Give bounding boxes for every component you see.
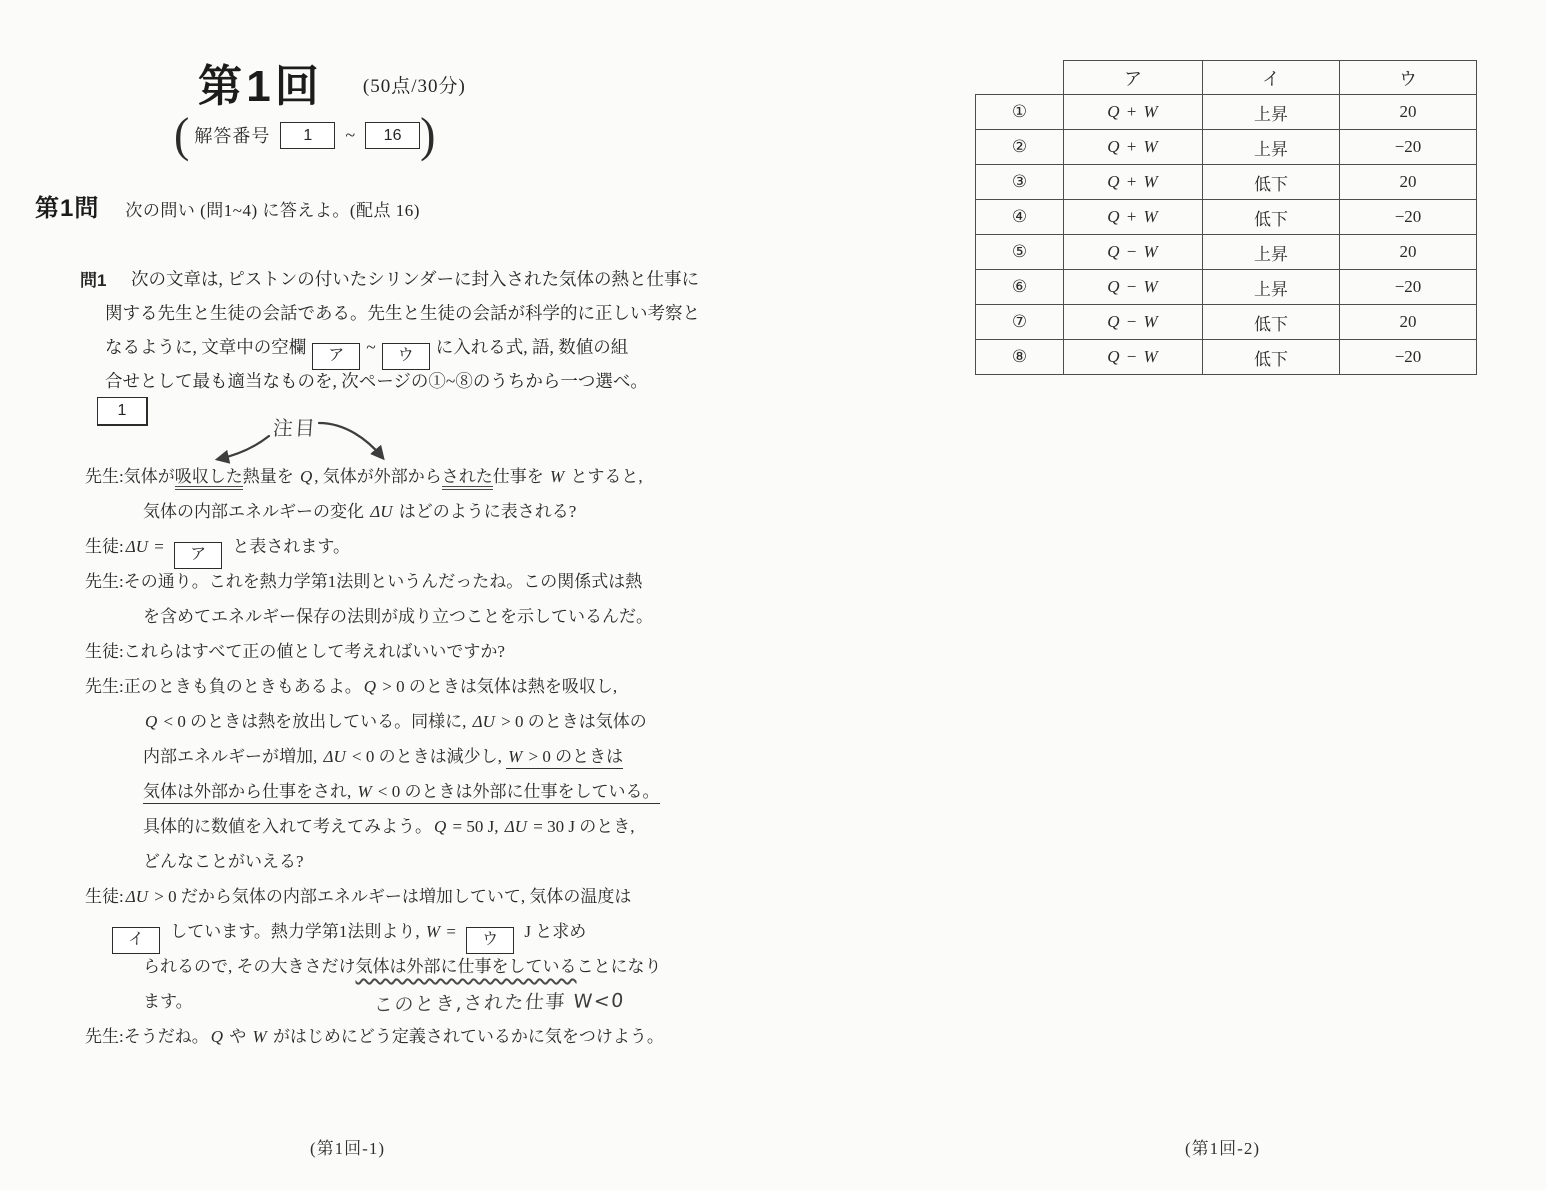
value-cell: 20: [1340, 235, 1477, 270]
text-segment: > 0 のときは気体の: [496, 712, 647, 731]
chumoku-note: 注目: [272, 416, 318, 440]
dialogue-line: [85, 669, 664, 704]
paragraph-line: [105, 364, 745, 398]
option-number: ①: [976, 95, 1064, 130]
blank-box-a: ア: [174, 542, 222, 569]
underline-math-var: W: [506, 747, 524, 769]
section-heading: [35, 188, 420, 223]
text-segment: < 0 のときは減少し,: [347, 747, 507, 766]
dialogue-line: [85, 844, 664, 879]
blank-box-i: イ: [112, 927, 160, 954]
math-var: ΔU: [472, 712, 495, 731]
close-paren: ): [420, 107, 436, 162]
dialogue-line: [85, 1019, 664, 1054]
handwritten-note: このとき,された仕事 W<0: [373, 989, 626, 1017]
dialogue-line: [85, 634, 664, 669]
text-segment: 先生:気体が: [85, 467, 175, 486]
right-arrow-icon: [319, 423, 382, 457]
dialogue-line: [85, 879, 664, 914]
text-segment: 合せとして最も適当なものを, 次ページの①~⑧のうちから一つ選べ。: [105, 371, 648, 391]
text-segment: , 気体が外部から: [314, 467, 442, 486]
text-segment: どんなことがいえる?: [143, 852, 304, 871]
page-title: 第 1 回: [198, 62, 315, 111]
underline-text: > 0 のときは: [524, 747, 623, 769]
text-segment: はどのように表される?: [394, 502, 577, 521]
option-number: ⑤: [976, 235, 1064, 270]
hw-underline-text: された: [442, 467, 493, 490]
formula-cell: Q − W: [1064, 305, 1203, 340]
table-row: [976, 235, 1477, 270]
text-segment: 生徒:: [85, 887, 124, 906]
math-var: Q: [299, 467, 313, 486]
word-cell: 低下: [1203, 200, 1340, 235]
math-var: Q: [210, 1027, 224, 1046]
text-segment: ことになり: [576, 957, 662, 976]
formula-cell: Q − W: [1064, 340, 1203, 375]
option-number: ③: [976, 165, 1064, 200]
paragraph-line: [105, 330, 745, 364]
page-footer-left: (第1回-1): [310, 1139, 385, 1158]
table-corner-cell: [976, 61, 1064, 95]
value-cell: 20: [1340, 95, 1477, 130]
answer-number-label: 解答番号: [194, 126, 271, 146]
table-row: [976, 340, 1477, 375]
option-number: ⑥: [976, 270, 1064, 305]
table-header-i: イ: [1203, 61, 1340, 95]
options-table: [975, 60, 1477, 375]
option-number: ⑦: [976, 305, 1064, 340]
text-segment: > 0 のときは気体は熱を吸収し,: [378, 677, 618, 696]
dialogue-line: [85, 529, 664, 564]
left-arrow-icon: [219, 436, 269, 459]
option-number: ⑧: [976, 340, 1064, 375]
answer-number-to-box: 16: [365, 122, 420, 149]
math-var: W: [425, 922, 441, 941]
text-segment: と表されます。: [228, 537, 350, 556]
dialogue-line: [85, 459, 664, 494]
text-segment: とすると,: [566, 467, 643, 486]
text-segment: なるように, 文章中の空欄: [105, 337, 307, 357]
math-var: W: [252, 1027, 267, 1046]
table-row: [976, 270, 1477, 305]
table-row: [976, 165, 1477, 200]
text-segment: がはじめにどう定義されているかに気をつけよう。: [268, 1027, 664, 1046]
text-segment: や: [225, 1027, 251, 1046]
open-paren: (: [174, 107, 190, 162]
answer-slot-box: 1: [97, 397, 148, 426]
table-header-a: ア: [1064, 61, 1203, 95]
text-segment: = 30 J のとき,: [529, 817, 635, 836]
dialogue-line: [85, 914, 664, 949]
table-row: [976, 130, 1477, 165]
text-segment: 熱量を: [242, 467, 298, 486]
formula-cell: Q − W: [1064, 235, 1203, 270]
text-segment: 仕事を: [492, 467, 549, 486]
text-segment: =: [150, 537, 169, 556]
text-segment: ます。: [143, 992, 193, 1011]
question-paragraph: [105, 262, 745, 398]
page-footer-right: (第1回-2): [1185, 1139, 1260, 1158]
text-segment: 気体の内部エネルギーの変化: [143, 502, 369, 521]
table-header-row: [976, 61, 1477, 95]
table-row: [976, 200, 1477, 235]
value-cell: 20: [1340, 165, 1477, 200]
math-var: ΔU: [504, 817, 527, 836]
formula-cell: Q + W: [1064, 200, 1203, 235]
text-segment: > 0 だから気体の内部エネルギーは増加していて, 気体の温度は: [150, 887, 632, 906]
text-segment: 次の文章は, ピストンの付いたシリンダーに封入された気体の熱と仕事に: [131, 269, 700, 289]
blank-box-a-ref: ア: [312, 343, 360, 370]
value-cell: −20: [1340, 200, 1477, 235]
text-segment: 先生:その通り。これを熱力学第1法則というんだったね。この関係式は熱: [85, 572, 643, 591]
formula-cell: Q + W: [1064, 95, 1203, 130]
table-row: [976, 305, 1477, 340]
math-var: ΔU: [323, 747, 346, 766]
paragraph-line: [105, 296, 745, 330]
underline-text: < 0 のときは外部に仕事をしている。: [374, 782, 660, 804]
underline-text: 気体は外部から仕事をされ,: [143, 782, 356, 804]
value-cell: −20: [1340, 130, 1477, 165]
formula-cell: Q − W: [1064, 270, 1203, 305]
word-cell: 低下: [1203, 305, 1340, 340]
underline-math-var: W: [356, 782, 374, 804]
text-segment: 先生:正のときも負のときもあるよ。: [85, 677, 362, 696]
text-segment: 生徒:: [85, 537, 124, 556]
dialogue-line: [85, 599, 664, 634]
formula-cell: Q + W: [1064, 165, 1203, 200]
wavy-underline-text: 気体は外部に仕事をしている: [355, 957, 577, 976]
dialogue-line: [85, 564, 664, 599]
word-cell: 低下: [1203, 165, 1340, 200]
title-block: [198, 50, 466, 114]
text-segment: ~: [366, 337, 376, 357]
answer-number-from-box: 1: [280, 122, 335, 149]
score-time-note: (50点/30分): [362, 75, 466, 97]
word-cell: 低下: [1203, 340, 1340, 375]
dialogue-block: [85, 459, 664, 1054]
word-cell: 上昇: [1203, 235, 1340, 270]
blank-box-u: ウ: [466, 927, 514, 954]
table-header-u: ウ: [1340, 61, 1477, 95]
text-segment: られるので, その大きさだけ: [143, 957, 356, 976]
word-cell: 上昇: [1203, 130, 1340, 165]
word-cell: 上昇: [1203, 270, 1340, 305]
dialogue-line: [85, 809, 664, 844]
value-cell: −20: [1340, 340, 1477, 375]
section-label: 第1問: [35, 195, 100, 222]
answer-number-range: [174, 107, 436, 162]
math-var: Q: [434, 817, 447, 836]
text-segment: 具体的に数値を入れて考えてみよう。: [143, 817, 432, 836]
blank-box-u-ref: ウ: [382, 343, 430, 370]
text-segment: 生徒:これらはすべて正の値として考えればいいですか?: [85, 642, 505, 661]
text-segment: に入れる式, 語, 数値の組: [435, 337, 629, 357]
text-segment: を含めてエネルギー保存の法則が成り立つことを示しているんだ。: [143, 607, 653, 626]
formula-cell: Q + W: [1064, 130, 1203, 165]
math-var: W: [550, 467, 565, 486]
math-var: ΔU: [370, 502, 393, 521]
question-label: 問1: [80, 271, 107, 290]
text-segment: = 50 J,: [448, 817, 503, 836]
math-var: Q: [145, 712, 158, 731]
value-cell: −20: [1340, 270, 1477, 305]
text-segment: J と求め: [520, 922, 587, 941]
hw-underline-text: 吸収した: [175, 467, 243, 490]
range-tilde: ~: [345, 124, 356, 145]
math-var: Q: [363, 677, 377, 696]
text-segment: < 0 のときは熱を放出している。同様に,: [159, 712, 471, 731]
paragraph-line: [105, 262, 745, 296]
dialogue-line: [85, 949, 664, 984]
dialogue-line: [85, 494, 664, 529]
math-var: ΔU: [125, 887, 148, 906]
word-cell: 上昇: [1203, 95, 1340, 130]
dialogue-line: [85, 704, 664, 739]
math-var: ΔU: [125, 537, 148, 556]
text-segment: しています。熱力学第1法則より,: [166, 922, 424, 941]
table-row: [976, 95, 1477, 130]
section-text: 次の問い (問1~4) に答えよ。(配点 16): [125, 201, 420, 220]
text-segment: =: [442, 922, 461, 941]
dialogue-line: [85, 739, 664, 774]
option-number: ④: [976, 200, 1064, 235]
value-cell: 20: [1340, 305, 1477, 340]
dialogue-line: [85, 774, 664, 809]
text-segment: 内部エネルギーが増加,: [143, 747, 322, 766]
text-segment: 関する先生と生徒の会話である。先生と生徒の会話が科学的に正しい考察と: [105, 303, 700, 323]
text-segment: 先生:そうだね。: [85, 1027, 209, 1046]
option-number: ②: [976, 130, 1064, 165]
